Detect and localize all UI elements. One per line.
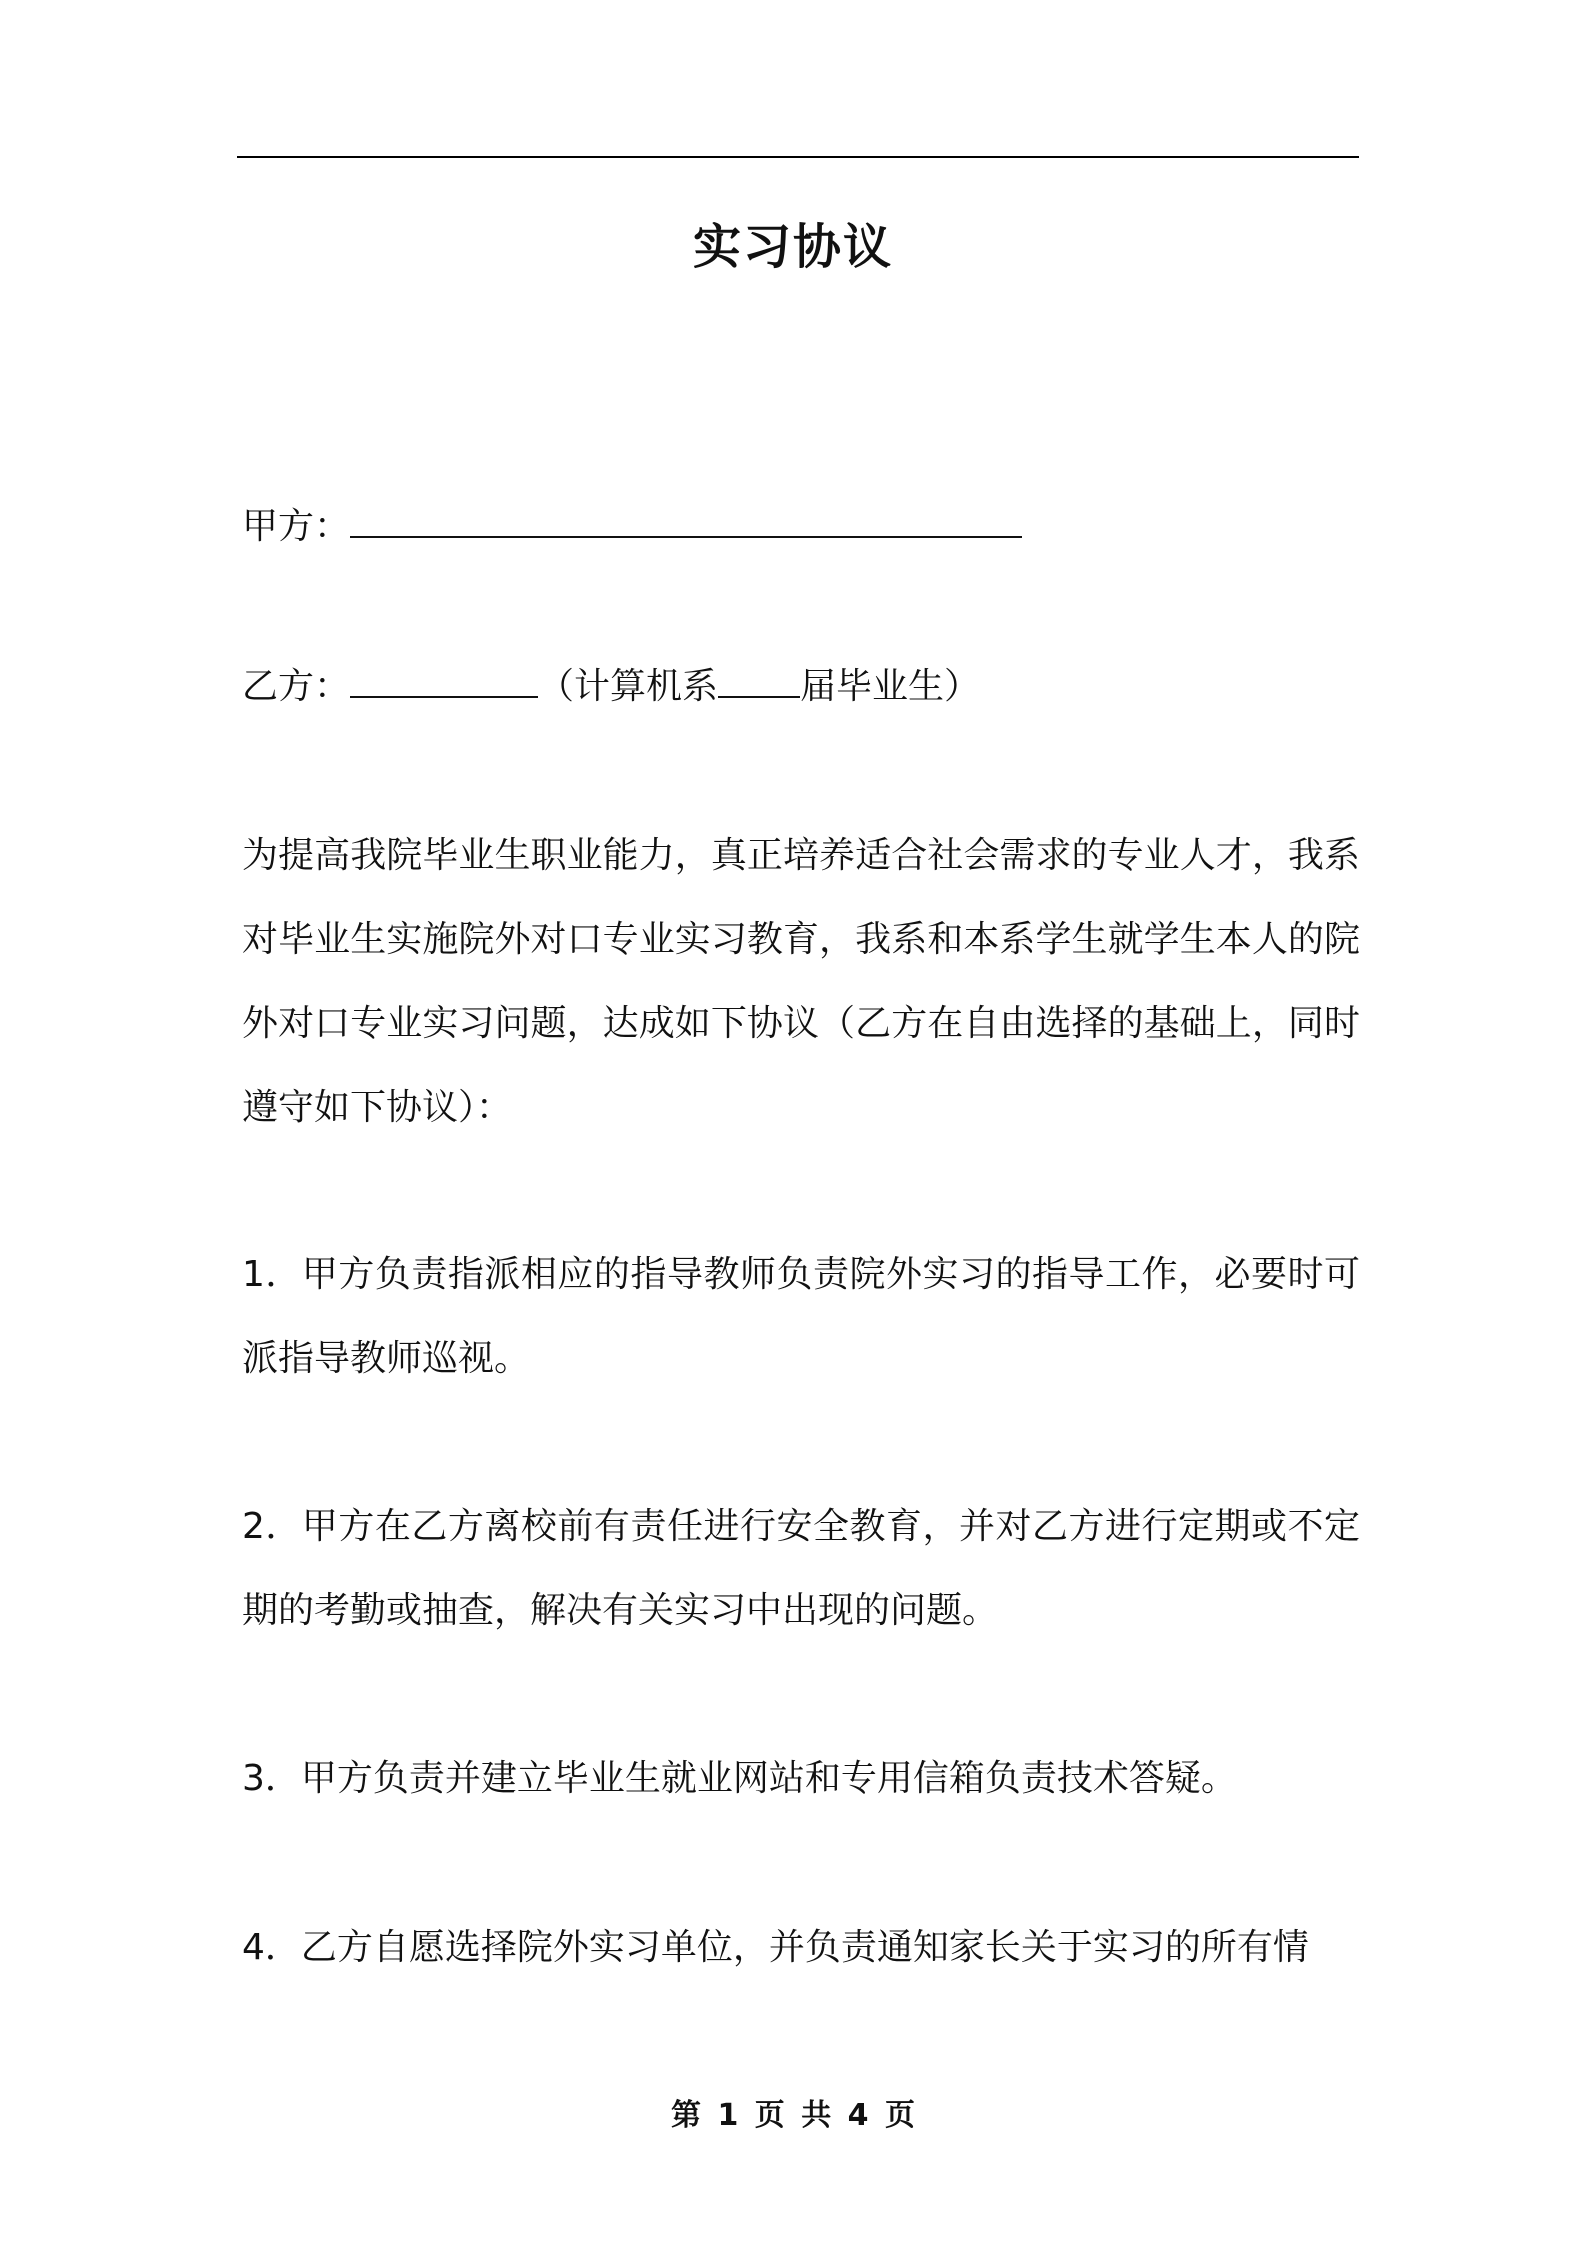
party-b-line bbox=[242, 645, 1362, 729]
party-a-line bbox=[242, 485, 1362, 569]
party-b-department: （计算机系 bbox=[538, 666, 719, 707]
clause-4: 4．乙方自愿选择院外实习单位，并负责通知家长关于实习的所有情 bbox=[242, 1927, 1309, 1968]
page-indicator: 第 1 页 共 4 页 bbox=[671, 2098, 915, 2133]
party-b-blank bbox=[350, 666, 538, 698]
graduation-year-blank bbox=[718, 666, 800, 698]
party-b-graduate-label: 届毕业生） bbox=[800, 666, 981, 707]
clause-3: 3．甲方负责并建立毕业生就业网站和专用信箱负责技术答疑。 bbox=[242, 1758, 1237, 1799]
document-title: 实习协议 bbox=[692, 219, 893, 275]
clause-2: 2．甲方在乙方离校前有责任进行安全教育，并对乙方进行定期或不定期的考勤或抽查，解决有关实习中出现的问题。 bbox=[242, 1506, 1360, 1631]
header-rule bbox=[237, 156, 1359, 158]
clause-1: 1．甲方负责指派相应的指导教师负责院外实习的指导工作，必要时可派指导教师巡视。 bbox=[242, 1254, 1360, 1379]
party-b-label: 乙方： bbox=[242, 666, 351, 707]
party-a-label: 甲方： bbox=[242, 506, 351, 547]
intro-paragraph: 为提高我院毕业生职业能力，真正培养适合社会需求的专业人才，我系对毕业生实施院外对口专业实习教育，我系和本系学生就学生本人的院外对口专业实习问题，达成如下协议（乙方在自由选择的基础上，同时遵守如下协议）： bbox=[242, 835, 1360, 1128]
party-a-blank bbox=[350, 506, 1022, 538]
